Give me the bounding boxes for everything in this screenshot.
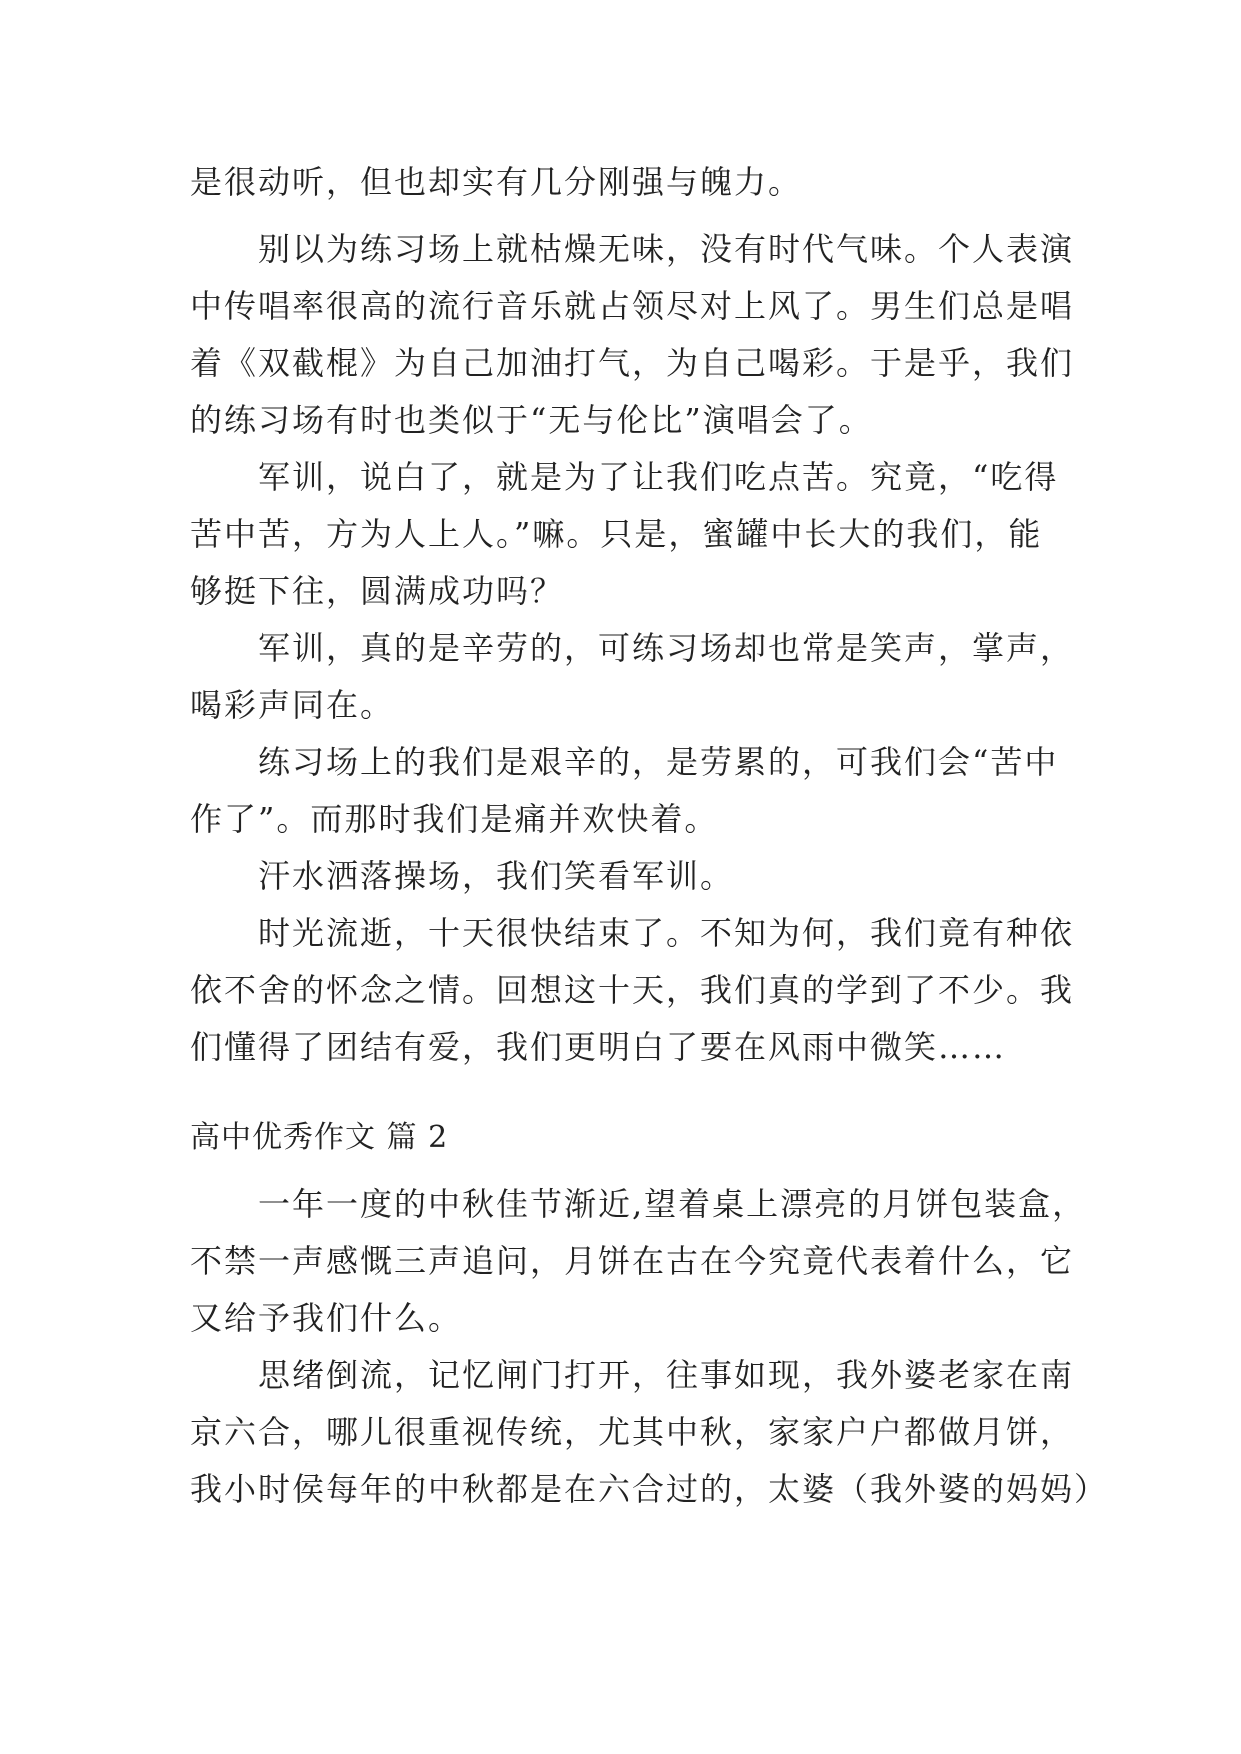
paragraph-line: 一年一度的中秋佳节渐近,望着桌上漂亮的月饼包装盒， <box>258 1185 1087 1223</box>
paragraph-line: 军训，说白了，就是为了让我们吃点苦。究竟，“吃得 <box>258 458 1059 496</box>
paragraph-line: 时光流逝，十天很快结束了。不知为何，我们竟有种依 <box>258 914 1075 952</box>
paragraph-line: 汗水洒落操场，我们笑看军训。 <box>258 857 735 895</box>
paragraph-line: 是很动听，但也却实有几分刚强与魄力。 <box>190 163 803 201</box>
paragraph-line: 作了”。而那时我们是痛并欢快着。 <box>190 800 719 838</box>
paragraph-line: 我小时侯每年的中秋都是在六合过的，太婆（我外婆的妈妈） <box>190 1470 1109 1508</box>
paragraph-line: 的练习场有时也类似于“无与伦比”演唱会了。 <box>190 401 873 439</box>
paragraph-line: 中传唱率很高的流行音乐就占领尽对上风了。男生们总是唱 <box>190 287 1075 325</box>
paragraph-line: 又给予我们什么。 <box>190 1299 463 1337</box>
paragraph-line: 着《双截棍》为自己加油打气，为自己喝彩。于是乎，我们 <box>190 344 1075 382</box>
paragraph-line: 依不舍的怀念之情。回想这十天，我们真的学到了不少。我 <box>190 971 1075 1009</box>
section-title: 高中优秀作文 篇 2 <box>190 1120 449 1155</box>
paragraph-line: 军训，真的是辛劳的，可练习场却也常是笑声，掌声， <box>258 629 1075 667</box>
paragraph-line: 京六合，哪儿很重视传统，尤其中秋，家家户户都做月饼， <box>190 1413 1075 1451</box>
paragraph-line: 思绪倒流，记忆闸门打开，往事如现，我外婆老家在南 <box>258 1356 1075 1394</box>
paragraph-line: 不禁一声感慨三声追问，月饼在古在今究竟代表着什么，它 <box>190 1242 1075 1280</box>
paragraph-line: 苦中苦，方为人上人。”嘛。只是，蜜罐中长大的我们，能 <box>190 515 1043 553</box>
paragraph-line: 们懂得了团结有爱，我们更明白了要在风雨中微笑…… <box>190 1028 1007 1066</box>
paragraph-line: 够挺下往，圆满成功吗？ <box>190 572 565 610</box>
paragraph-line: 喝彩声同在。 <box>190 686 395 724</box>
paragraph-line: 别以为练习场上就枯燥无味，没有时代气味。个人表演 <box>258 230 1075 268</box>
paragraph-line: 练习场上的我们是艰辛的，是劳累的，可我们会“苦中 <box>258 743 1059 781</box>
